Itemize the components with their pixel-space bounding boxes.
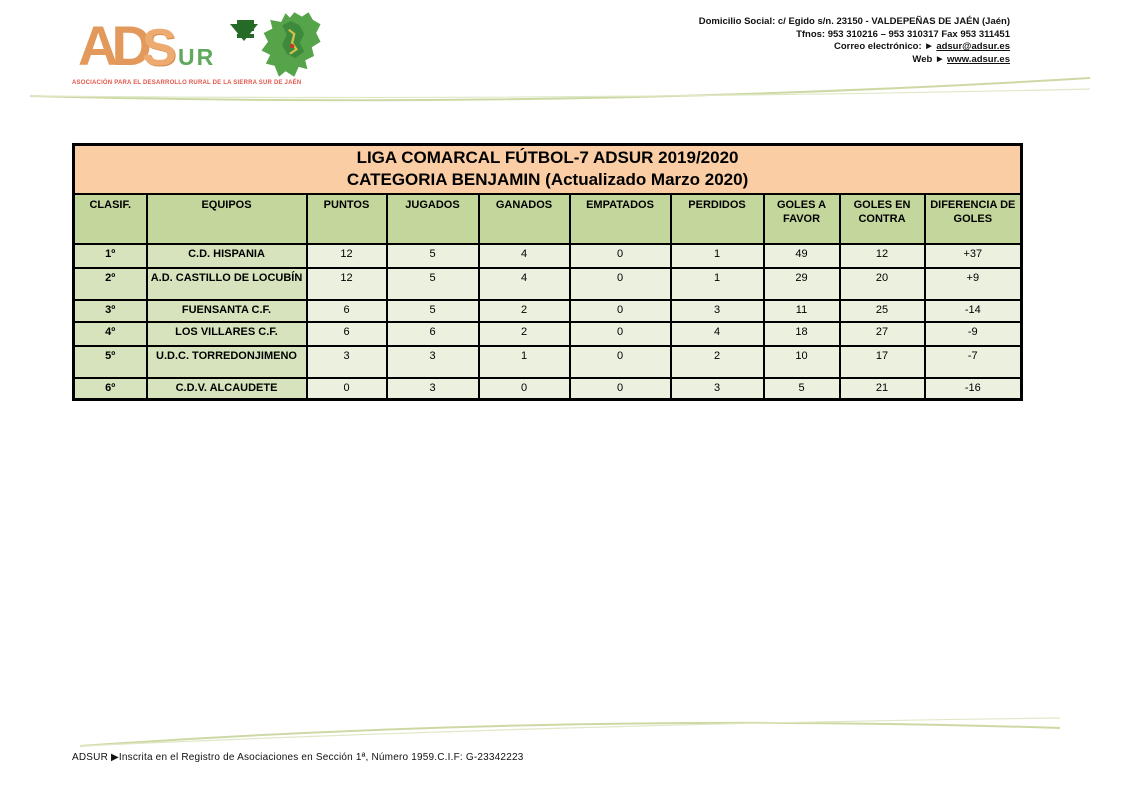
ganados-cell: 2: [479, 300, 570, 322]
perdidos-cell: 1: [671, 244, 764, 268]
perdidos-cell: 2: [671, 346, 764, 378]
col-header-empatados: EMPATADOS: [570, 194, 671, 244]
clasif-cell: 1º: [74, 244, 147, 268]
clasif-cell: 2º: [74, 268, 147, 300]
goles-contra-cell: 25: [840, 300, 925, 322]
col-header-diferencia: DIFERENCIA DE GOLES: [925, 194, 1022, 244]
ganados-cell: 4: [479, 268, 570, 300]
col-header-ganados: GANADOS: [479, 194, 570, 244]
header-row: [74, 194, 1022, 244]
diferencia-cell: -14: [925, 300, 1022, 322]
perdidos-cell: 1: [671, 268, 764, 300]
perdidos-cell: 3: [671, 378, 764, 400]
web-link[interactable]: www.adsur.es: [946, 53, 1010, 65]
goles-contra-cell: 12: [840, 244, 925, 268]
table-title-line2: CATEGORIA BENJAMIN (Actualizado Marzo 2020): [346, 170, 749, 190]
table-title-line1: LIGA COMARCAL FÚTBOL-7 ADSUR 2019/2020: [356, 148, 739, 167]
clasif-cell: 4º: [74, 322, 147, 346]
web-label: Web: [912, 53, 933, 65]
goles-favor-cell: 18: [764, 322, 840, 346]
goles-contra-cell: 20: [840, 268, 925, 300]
col-header-perdidos: PERDIDOS: [671, 194, 764, 244]
jugados-cell: 3: [387, 378, 479, 400]
ganados-cell: 0: [479, 378, 570, 400]
jugados-cell: 5: [387, 300, 479, 322]
diferencia-cell: -9: [925, 322, 1022, 346]
puntos-cell: 12: [307, 268, 387, 300]
diferencia-cell: +9: [925, 268, 1022, 300]
empatados-cell: 0: [570, 322, 671, 346]
contact-phones: Tfnos: 953 310216 – 953 310317 Fax 953 311451: [796, 28, 1010, 40]
equipo-cell: FUENSANTA C.F.: [147, 300, 307, 322]
logo-ur-text: UR: [178, 44, 216, 70]
empatados-cell: 0: [570, 378, 671, 400]
table-row: [74, 346, 1022, 378]
puntos-cell: 0: [307, 378, 387, 400]
equipo-cell: LOS VILLARES C.F.: [147, 322, 307, 346]
empatados-cell: 0: [570, 300, 671, 322]
col-header-puntos: PUNTOS: [307, 194, 387, 244]
jugados-cell: 5: [387, 244, 479, 268]
puntos-cell: 6: [307, 300, 387, 322]
email-link[interactable]: adsur@adsur.es: [936, 41, 1010, 53]
goles-favor-cell: 49: [764, 244, 840, 268]
ganados-cell: 4: [479, 244, 570, 268]
goles-contra-cell: 21: [840, 378, 925, 400]
equipo-cell: C.D.V. ALCAUDETE: [147, 378, 307, 400]
ganados-cell: 1: [479, 346, 570, 378]
down-arrow-icon: [230, 20, 260, 59]
goles-favor-cell: 5: [764, 378, 840, 400]
equipo-cell: A.D. CASTILLO DE LOCUBÍN: [147, 268, 307, 300]
ganados-cell: 2: [479, 322, 570, 346]
footer-registry-text: ADSUR ▶Inscrita en el Registro de Asociaciones en Sección 1ª, Número 1959.C.I.F: G-23342223: [72, 752, 524, 763]
puntos-cell: 6: [307, 322, 387, 346]
empatados-cell: 0: [570, 268, 671, 300]
col-header-goles-contra: GOLES EN CONTRA: [840, 194, 925, 244]
col-header-goles-favor: GOLES A FAVOR: [764, 194, 840, 244]
empatados-cell: 0: [570, 346, 671, 378]
table-row: [74, 244, 1022, 268]
jaen-map-icon: [258, 10, 324, 80]
contact-address: Domicilio Social: c/ Egido s/n. 23150 - VALDEPEÑAS DE JAÉN (Jaén): [698, 16, 1010, 27]
table-row: [74, 300, 1022, 322]
clasif-cell: 3º: [74, 300, 147, 322]
diferencia-cell: -16: [925, 378, 1022, 400]
goles-favor-cell: 11: [764, 300, 840, 322]
col-header-equipos: EQUIPOS: [147, 194, 307, 244]
goles-favor-cell: 10: [764, 346, 840, 378]
diferencia-cell: +37: [925, 244, 1022, 268]
goles-contra-cell: 27: [840, 322, 925, 346]
arrow-bullet-icon: ▶: [926, 43, 932, 51]
header-swoosh-divider: [20, 74, 1100, 114]
equipo-cell: C.D. HISPANIA: [147, 244, 307, 268]
table-title: [74, 145, 1022, 194]
contact-email-line: [699, 41, 1010, 54]
table-row: [74, 378, 1022, 400]
perdidos-cell: 3: [671, 300, 764, 322]
empatados-cell: 0: [570, 244, 671, 268]
diferencia-cell: -7: [925, 346, 1022, 378]
puntos-cell: 3: [307, 346, 387, 378]
table-row: [74, 322, 1022, 346]
col-header-clasif: CLASIF.: [74, 194, 147, 244]
contact-web-line: [699, 54, 1010, 67]
col-header-jugados: JUGADOS: [387, 194, 479, 244]
arrow-bullet-icon: ▶: [936, 55, 943, 63]
contact-block: [699, 16, 1010, 66]
email-label: Correo electrónico:: [834, 41, 922, 53]
puntos-cell: 12: [307, 244, 387, 268]
logo-ad-text: AD: [78, 14, 145, 77]
goles-contra-cell: 17: [840, 346, 925, 378]
jugados-cell: 6: [387, 322, 479, 346]
jugados-cell: 5: [387, 268, 479, 300]
table-row: [74, 268, 1022, 300]
clasif-cell: 6º: [74, 378, 147, 400]
perdidos-cell: 4: [671, 322, 764, 346]
equipo-cell: U.D.C. TORREDONJIMENO: [147, 346, 307, 378]
logo-tagline: ASOCIACIÓN PARA EL DESARROLLO RURAL DE LA SIERRA SUR DE JAÉN: [72, 80, 302, 86]
clasif-cell: 5º: [74, 346, 147, 378]
footer-swoosh-divider: [65, 708, 1065, 753]
jugados-cell: 3: [387, 346, 479, 378]
league-table: [72, 143, 1023, 401]
logo-s-text: S: [142, 19, 177, 77]
goles-favor-cell: 29: [764, 268, 840, 300]
